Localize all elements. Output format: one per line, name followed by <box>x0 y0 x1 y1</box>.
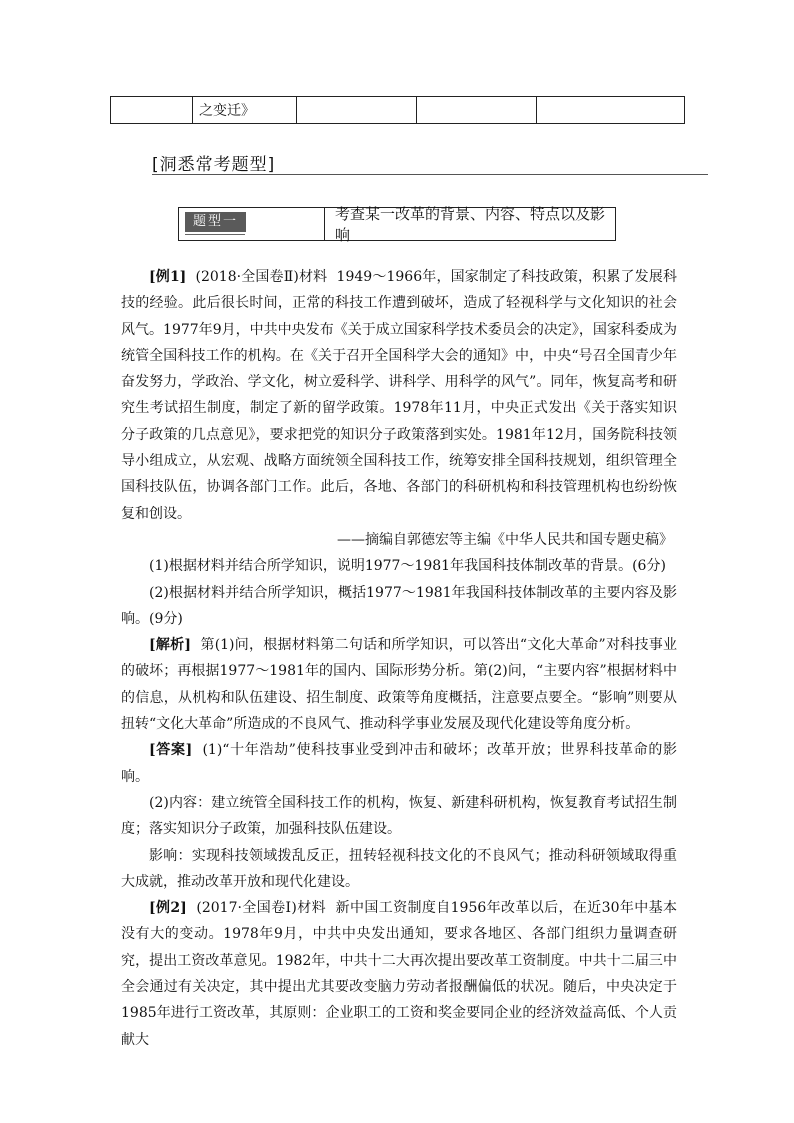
section-heading: [洞悉常考题型] <box>152 155 276 175</box>
topic-tag-cell <box>179 208 325 240</box>
topic-tag: 题型一 <box>185 212 246 232</box>
topic-text: 考查某一改革的背景、内容、特点以及影响 <box>335 205 606 244</box>
answer-text-1: (1)“十年浩劫”使科技事业受到冲击和破坏；改革开放；世界科技革命的影响。 <box>121 742 677 785</box>
example1-source: (2018·全国卷Ⅱ)材料 <box>195 269 328 285</box>
topic-tag-underline <box>185 234 245 235</box>
table-cell: 之变迁》 <box>193 97 297 124</box>
analysis-text: 第(1)问，根据材料第二句话和所学知识，可以答出“文化大革命”对科技事业的破坏；再根据1977～1981年的国内、国际形势分析。第(2)问，“主要内容”根据材料中的信息，从机构和队伍建设、招生制度、政策等角度概括，注意要点要全。“影响”则要从扭转“文化大革命”所造成的不良风气、推动科学事业发展及现代化建设等角度分析。 <box>121 637 677 733</box>
example1-answer-1 <box>121 737 677 790</box>
document-body <box>121 264 677 1053</box>
table-cell <box>111 97 193 124</box>
example1-label: [例1] <box>149 269 187 285</box>
example1-analysis <box>121 632 677 737</box>
example1-answer-2: (2)内容：建立统管全国科技工作的机构，恢复、新建科研机构，恢复教育考试招生制度；落实知识分子政策，加强科技队伍建设。 <box>121 794 677 838</box>
table-cell <box>297 97 417 124</box>
example1-citation: ——摘编自郭德宏等主编《中华人民共和国专题史稿》 <box>337 531 673 548</box>
example2-paragraph <box>121 895 677 1053</box>
section-divider <box>152 174 708 175</box>
table-row <box>111 97 685 124</box>
example2-label: [例2] <box>149 900 187 917</box>
example1-text: 1949～1966年，国家制定了科技政策，积累了发展科技的经验。此后很长时间，正常的科技工作遭到破坏，造成了轻视科学与文化知识的社会风气。1977年9月，中共中央发布《关于成立国家科学技术委员会的决定》，国家科委成为统管全国科技工作的机构。在《关于召开全国科学大会的通知》中，中央“号召全国青少年奋发努力，学政治、学文化，树立爱科学、讲科学、用科学的风气”。同年，恢复高考和研究生考试招生制度，制定了新的留学政策。1978年11月，中央正式发出《关于落实知识分子政策的几点意见》，要求把党的知识分子政策落到实处。1981年12月，国务院科技领导小组成立，从宏观、战略方面统领全国科技工作，统筹安排全国科技规划，组织管理全国科技队伍，协调各部门工作。此后，各地、各部门的科研机构和科技管理机构也纷纷恢复和创设。 <box>121 269 677 522</box>
example1-answer-3: 影响：实现科技领域拨乱反正，扭转轻视科技文化的不良风气；推动科研领域取得重大成就，推动改革开放和现代化建设。 <box>121 847 677 890</box>
example1-question-1: (1)根据材料并结合所学知识，说明1977～1981年我国科技体制改革的背景。(6分) <box>149 558 666 575</box>
topic-box <box>178 205 616 244</box>
example2-text: 新中国工资制度自1956年改革以后，在近30年中基本没有大的变动。1978年9月，中共中央发出通知，要求各地区、各部门组织力量调查研究，提出工资改革意见。1982年，中共十二大再次提出要改革工资制度。中共十二届三中全会通过有关决定，其中提出尤其要改变脑力劳动者报酬偏低的状况。随后，中央决定于1985年进行工资改革，其原则：企业职工的工资和奖金要同企业的经济效益高低、个人贡献大 <box>121 900 677 1048</box>
analysis-label: [解析] <box>149 637 192 654</box>
example1-question-2: (2)根据材料并结合所学知识，概括1977～1981年我国科技体制改革的主要内容及影响。(9分) <box>121 584 677 627</box>
top-table-fragment <box>110 96 685 124</box>
example2-source: (2017·全国卷Ⅰ)材料 <box>196 900 326 917</box>
table-cell <box>417 97 537 124</box>
table-cell <box>537 97 685 124</box>
example1-paragraph <box>121 264 677 527</box>
answer-label: [答案] <box>149 742 193 759</box>
